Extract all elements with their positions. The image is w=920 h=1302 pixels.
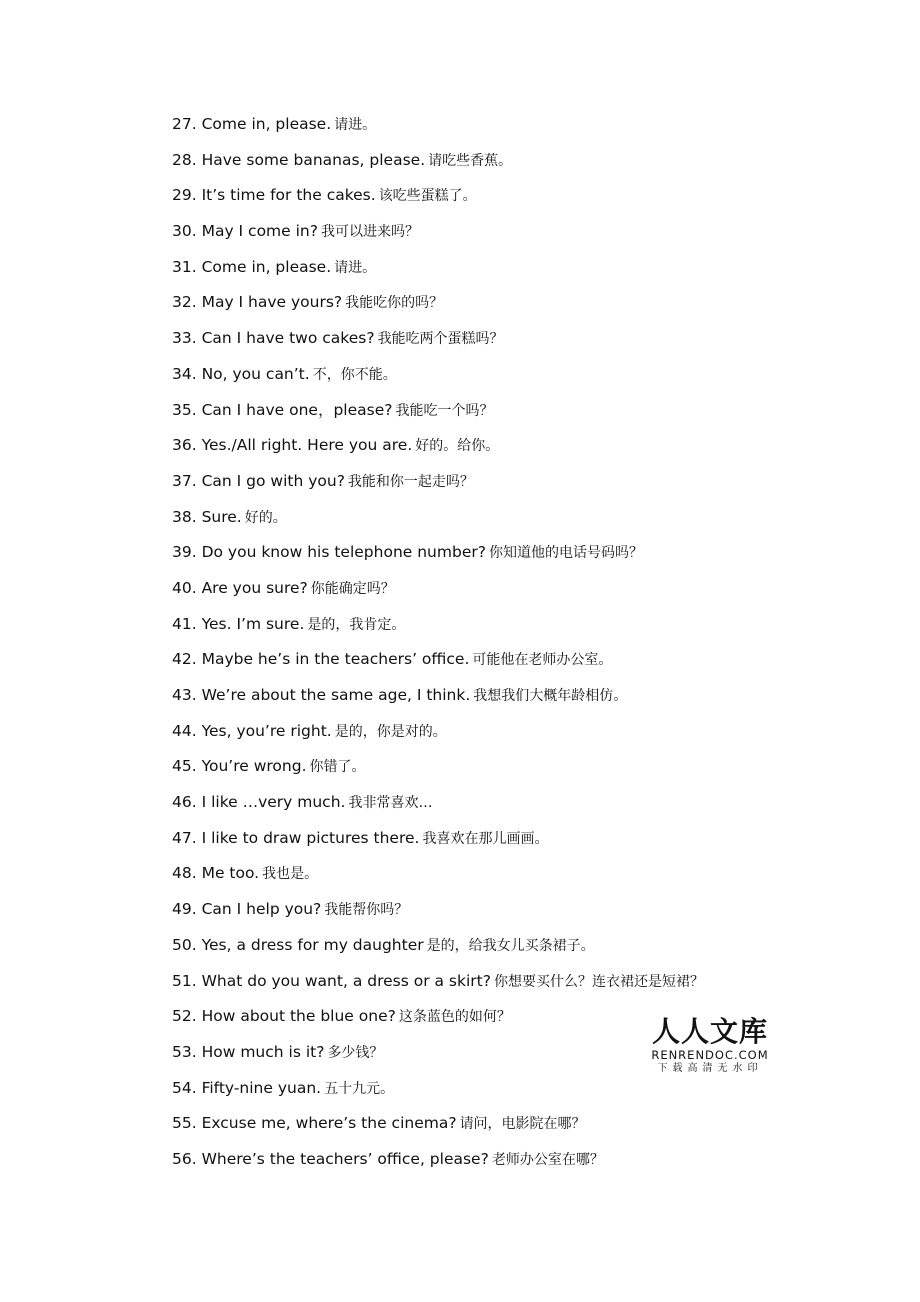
chinese-translation: 请问，电影院在哪？ xyxy=(459,1116,586,1133)
chinese-translation: 我可以进来吗？ xyxy=(320,224,419,241)
english-phrase: 55. Excuse me, where’s the cinema? xyxy=(172,1114,457,1133)
chinese-translation: 我想我们大概年龄相仿。 xyxy=(473,688,628,704)
chinese-translation: 我非常喜欢… xyxy=(348,795,433,812)
english-phrase: 51. What do you want, a dress or a skirt? xyxy=(172,971,491,990)
english-phrase: 34. No, you can’t. xyxy=(172,364,310,383)
phrase-line xyxy=(172,1111,812,1147)
english-phrase: 53. How much is it? xyxy=(172,1042,325,1061)
english-phrase: 47. I like to draw pictures there. xyxy=(172,828,420,847)
english-phrase: 43. We’re about the same age, I think. xyxy=(172,686,471,704)
phrase-line xyxy=(172,683,812,719)
chinese-translation: 是的，你是对的。 xyxy=(334,723,447,740)
english-phrase: 35. Can I have one，please? xyxy=(172,400,393,419)
chinese-translation: 我能吃你的吗？ xyxy=(345,295,444,312)
phrase-line xyxy=(172,255,812,291)
chinese-translation: 你能确定吗？ xyxy=(310,580,395,597)
chinese-translation: 不，你不能。 xyxy=(312,366,397,383)
phrase-line xyxy=(172,754,812,790)
watermark-domain: RENRENDOC.COM xyxy=(651,1048,769,1062)
chinese-translation: 是的，给我女儿买条裙子。 xyxy=(426,937,595,954)
chinese-translation: 我能帮你吗？ xyxy=(324,902,409,919)
chinese-translation: 多少钱？ xyxy=(327,1044,384,1061)
chinese-translation: 我喜欢在那儿画画。 xyxy=(422,830,549,847)
english-phrase: 41. Yes. I’m sure. xyxy=(172,614,305,633)
chinese-translation: 你想要买什么？连衣裙还是短裙？ xyxy=(493,973,704,990)
english-phrase: 27. Come in, please. xyxy=(172,115,332,133)
phrase-line xyxy=(172,148,812,184)
english-phrase: 50. Yes, a dress for my daughter xyxy=(172,935,424,954)
chinese-translation: 好的。 xyxy=(244,509,287,526)
english-phrase: 45. You’re wrong. xyxy=(172,757,307,776)
english-phrase: 39. Do you know his telephone number? xyxy=(172,543,486,562)
english-phrase: 31. Come in, please. xyxy=(172,257,332,276)
chinese-translation: 五十九元。 xyxy=(324,1080,395,1097)
phrase-line xyxy=(172,183,812,219)
english-phrase: 28. Have some bananas, please. xyxy=(172,150,426,169)
chinese-translation: 我也是。 xyxy=(262,866,319,883)
phrase-line xyxy=(172,112,812,148)
english-phrase: 36. Yes./All right. Here you are. xyxy=(172,436,413,455)
english-phrase: 52. How about the blue one? xyxy=(172,1007,396,1026)
english-phrase: 37. Can I go with you? xyxy=(172,471,345,490)
chinese-translation: 请吃些香蕉。 xyxy=(428,152,513,169)
phrase-line xyxy=(172,540,812,576)
chinese-translation: 可能他在老师办公室。 xyxy=(472,652,613,669)
phrase-line xyxy=(172,469,812,505)
phrase-line xyxy=(172,1076,812,1112)
english-phrase: 44. Yes, you’re right. xyxy=(172,721,332,740)
phrase-line xyxy=(172,719,812,755)
phrase-line xyxy=(172,433,812,469)
phrase-line xyxy=(172,576,812,612)
phrase-line xyxy=(172,969,812,1005)
chinese-translation: 请进。 xyxy=(334,259,377,276)
english-phrase: 48. Me too. xyxy=(172,864,260,883)
phrase-line xyxy=(172,505,812,541)
chinese-translation: 该吃些蛋糕了。 xyxy=(378,188,477,205)
phrase-line xyxy=(172,897,812,933)
chinese-translation: 我能吃一个吗？ xyxy=(395,402,494,419)
english-phrase: 40. Are you sure? xyxy=(172,578,308,597)
phrase-line xyxy=(172,1147,812,1183)
phrase-line xyxy=(172,933,812,969)
english-phrase: 33. Can I have two cakes? xyxy=(172,329,375,348)
phrase-line xyxy=(172,861,812,897)
phrase-line xyxy=(172,826,812,862)
english-phrase: 29. It’s time for the cakes. xyxy=(172,186,376,205)
phrase-line xyxy=(172,612,812,648)
chinese-translation: 我能吃两个蛋糕吗？ xyxy=(377,331,504,348)
phrase-line xyxy=(172,647,812,683)
phrase-line xyxy=(172,790,812,826)
chinese-translation: 这条蓝色的如何？ xyxy=(398,1009,511,1026)
chinese-translation: 你错了。 xyxy=(309,759,366,776)
chinese-translation: 我能和你一起走吗？ xyxy=(347,473,474,490)
phrase-line xyxy=(172,219,812,255)
chinese-translation: 是的，我肯定。 xyxy=(307,616,406,633)
phrase-line xyxy=(172,362,812,398)
chinese-translation: 请进。 xyxy=(334,117,377,133)
watermark-logo xyxy=(646,1016,774,1076)
english-phrase: 56. Where’s the teachers’ office, please? xyxy=(172,1149,489,1168)
phrase-line xyxy=(172,290,812,326)
phrase-line xyxy=(172,398,812,434)
chinese-translation: 好的。给你。 xyxy=(415,438,500,455)
english-phrase: 54. Fifty-nine yuan. xyxy=(172,1078,322,1097)
english-phrase: 30. May I come in? xyxy=(172,222,318,241)
watermark-title: 人人文库 xyxy=(651,1015,768,1048)
phrase-line xyxy=(172,326,812,362)
chinese-translation: 你知道他的电话号码吗？ xyxy=(488,545,643,562)
english-phrase: 32. May I have yours? xyxy=(172,293,343,312)
watermark-tagline: 下载高清无水印 xyxy=(657,1063,763,1074)
english-phrase: 42. Maybe he’s in the teachers’ office. xyxy=(172,650,470,669)
english-phrase: 46. I like …very much. xyxy=(172,793,346,812)
english-phrase: 49. Can I help you? xyxy=(172,900,322,919)
english-phrase: 38. Sure. xyxy=(172,507,242,526)
chinese-translation: 老师办公室在哪？ xyxy=(491,1151,604,1168)
